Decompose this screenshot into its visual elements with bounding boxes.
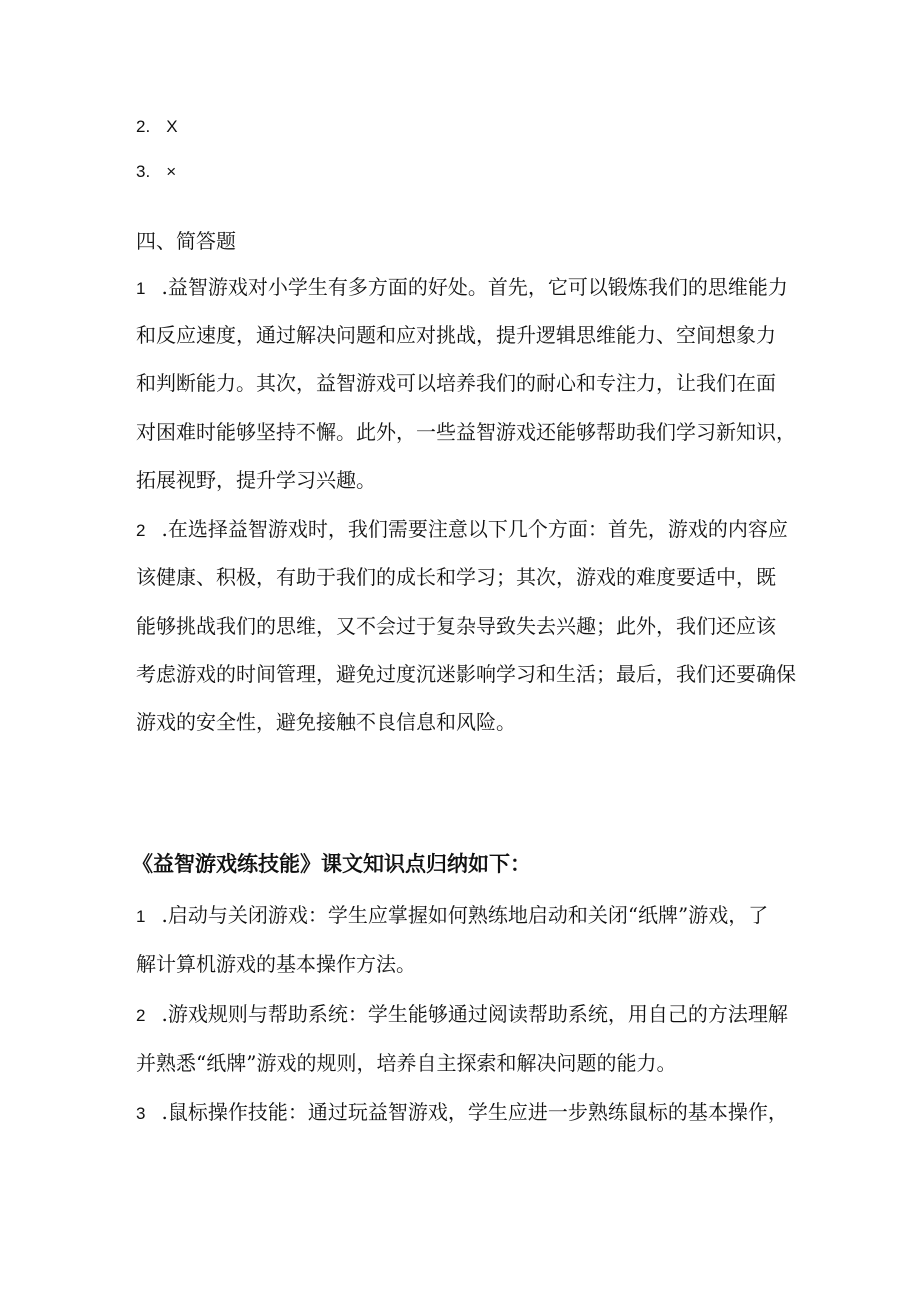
- answer-1-line-2: 和反应速度，通过解决问题和应对挑战，提升逻辑思维能力、空间想象力: [136, 323, 776, 347]
- point-1-line-2: 解计算机游戏的基本操作方法。: [136, 952, 416, 976]
- answer-text: .在选择益智游戏时，我们需要注意以下几个方面：首先，游戏的内容应: [161, 517, 788, 541]
- answer-2-line-3: 能够挑战我们的思维，又不会过于复杂导致失去兴趣；此外，我们还应该: [136, 614, 776, 638]
- point-3-line-1: [136, 1098, 788, 1128]
- knowledge-heading: 《益智游戏练技能》课文知识点归纳如下：: [132, 852, 531, 876]
- answer-text: .益智游戏对小学生有多方面的好处。首先，它可以锻炼我们的思维能力: [161, 275, 788, 299]
- section-title: 四、简答题: [136, 229, 236, 253]
- point-1-line-1: [136, 901, 768, 931]
- judgement-answer-2: [136, 111, 178, 141]
- point-text: .游戏规则与帮助系统：学生能够通过阅读帮助系统，用自己的方法理解: [161, 1002, 788, 1026]
- answer-2-line-1: [136, 515, 788, 545]
- answer-2-line-5: 游戏的安全性，避免接触不良信息和风险。: [136, 710, 516, 734]
- answer-1-line-3: 和判断能力。其次，益智游戏可以培养我们的耐心和专注力，让我们在面: [136, 371, 776, 395]
- point-text: .启动与关闭游戏：学生应掌握如何熟练地启动和关闭“纸牌”游戏，了: [161, 903, 769, 927]
- point-text: .鼠标操作技能：通过玩益智游戏，学生应进一步熟练鼠标的基本操作，: [161, 1100, 788, 1124]
- answer-1-line-1: [136, 273, 788, 303]
- answer-mark: X: [166, 117, 178, 136]
- answer-1-line-5: 拓展视野，提升学习兴趣。: [136, 468, 376, 492]
- point-number: 1: [136, 907, 146, 926]
- answer-2-line-2: 该健康、积极，有助于我们的成长和学习；其次，游戏的难度要适中，既: [136, 565, 776, 589]
- answer-1-line-4: 对困难时能够坚持不懈。此外，一些益智游戏还能够帮助我们学习新知识，: [136, 420, 796, 444]
- point-2-line-2: 并熟悉“纸牌”游戏的规则，培养自主探索和解决问题的能力。: [136, 1051, 677, 1075]
- point-number: 2: [136, 1006, 146, 1025]
- answer-number: 1: [136, 279, 146, 298]
- answer-number: 2: [136, 521, 146, 540]
- point-2-line-1: [136, 1000, 788, 1030]
- judgement-answer-3: [136, 156, 176, 186]
- answer-number: 3.: [136, 162, 151, 181]
- answer-2-line-4: 考虑游戏的时间管理，避免过度沉迷影响学习和生活；最后，我们还要确保: [136, 662, 796, 686]
- point-number: 3: [136, 1104, 146, 1123]
- answer-number: 2.: [136, 117, 151, 136]
- answer-mark: ×: [166, 162, 177, 181]
